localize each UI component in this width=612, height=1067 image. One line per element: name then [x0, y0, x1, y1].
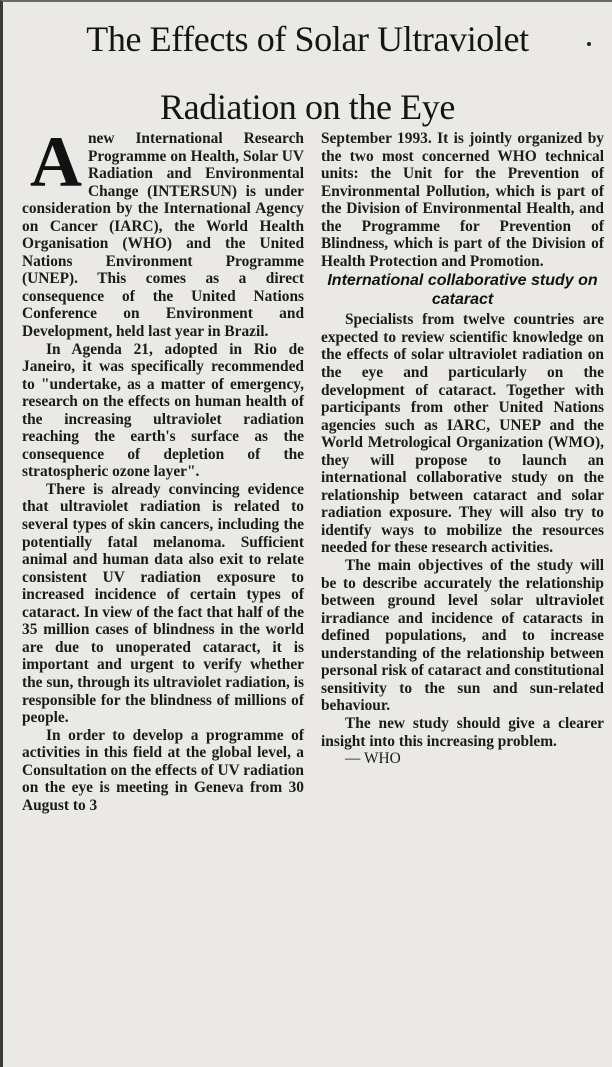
paragraph-agenda-21: In Agenda 21, adopted in Rio de Janeiro, it was specifically recommended to "undertake, as a matter of emergency, research on the effects on human health of the increasing ultraviolet radiation reaching the earth's surface as the consequence of depletion of the stratospheric ozone layer". — [22, 340, 304, 481]
left-column — [22, 122, 304, 814]
paragraph-intro — [22, 122, 304, 341]
paragraph-consultation-continued: September 1993. It is jointly organized by the two most concerned WHO technical units: the Unit for the Prevention of Environmental Pollution, which is part of the Division of Environmental Health, and the Programme for Prevention of Blindness, which is part of the Division of Health Protection and Promotion. — [321, 130, 604, 270]
headline-line-2: Radiation on the Eye — [160, 87, 455, 127]
subheading: International collaborative study on cataract — [327, 272, 598, 308]
paragraph-conclusion: The new study should give a clearer insight into this increasing problem. — [321, 714, 604, 750]
paragraph-objectives: The main objectives of the study will be to describe accurately the relationship between ground level solar ultraviolet irradiance and incidence of cataracts in defined populations, and to increase understanding of the relationship between personal risk of cataract and constitutional sensitivity to the sun and sun-related behaviour. — [321, 557, 604, 715]
paragraph-evidence: There is already convincing evidence that ultraviolet radiation is related to several types of skin cancers, including the potentially fatal melanoma. Sufficient animal and human data also exit to relate consistent UV radiation exposure to increased incidence of certain types of cataract. In view of the fact that half of the 35 million cases of blindness in the world are due to unoperated cataract, it is important and urgent to verify whether the sun, through its ultraviolet radiation, is responsible for the blindness of millions of people. — [22, 480, 304, 727]
paragraph-specialists: Specialists from twelve countries are expected to review scientific knowledge on the effects of solar ultraviolet radiation on the eye and particularly on the development of cataract. Together with participants from other United Nations agencies such as IARC, UNEP and the World Metrological Organization (WMO), they will propose to launch an international collaborative study on the relationship between cataract and solar radiation exposure. They will also try to identify ways to mobilize the resources needed for these research activities. — [321, 311, 604, 557]
print-speck — [587, 42, 591, 46]
paragraph-intro-text: new International Research Programme on Health, Solar UV Radiation and Environmental Change (INTERSUN) is under consideration by the International Agency on Cancer (IARC), the World Health Organisation (WHO) and the United Nations Environment Programme (UNEP). This comes as a direct consequence of the United Nations Conference on Environment and Development, held last year in Brazil. — [22, 130, 304, 341]
drop-cap: A — [30, 122, 82, 202]
paragraph-consultation: In order to develop a programme of activities in this field at the global level, a Consultation on the effects of UV radiation on the eye is meeting in Geneva from 30 August to 3 — [22, 726, 304, 814]
byline-signature: — WHO — [345, 750, 401, 768]
headline-line-1: The Effects of Solar Ultraviolet — [86, 19, 529, 59]
right-column — [321, 130, 604, 768]
